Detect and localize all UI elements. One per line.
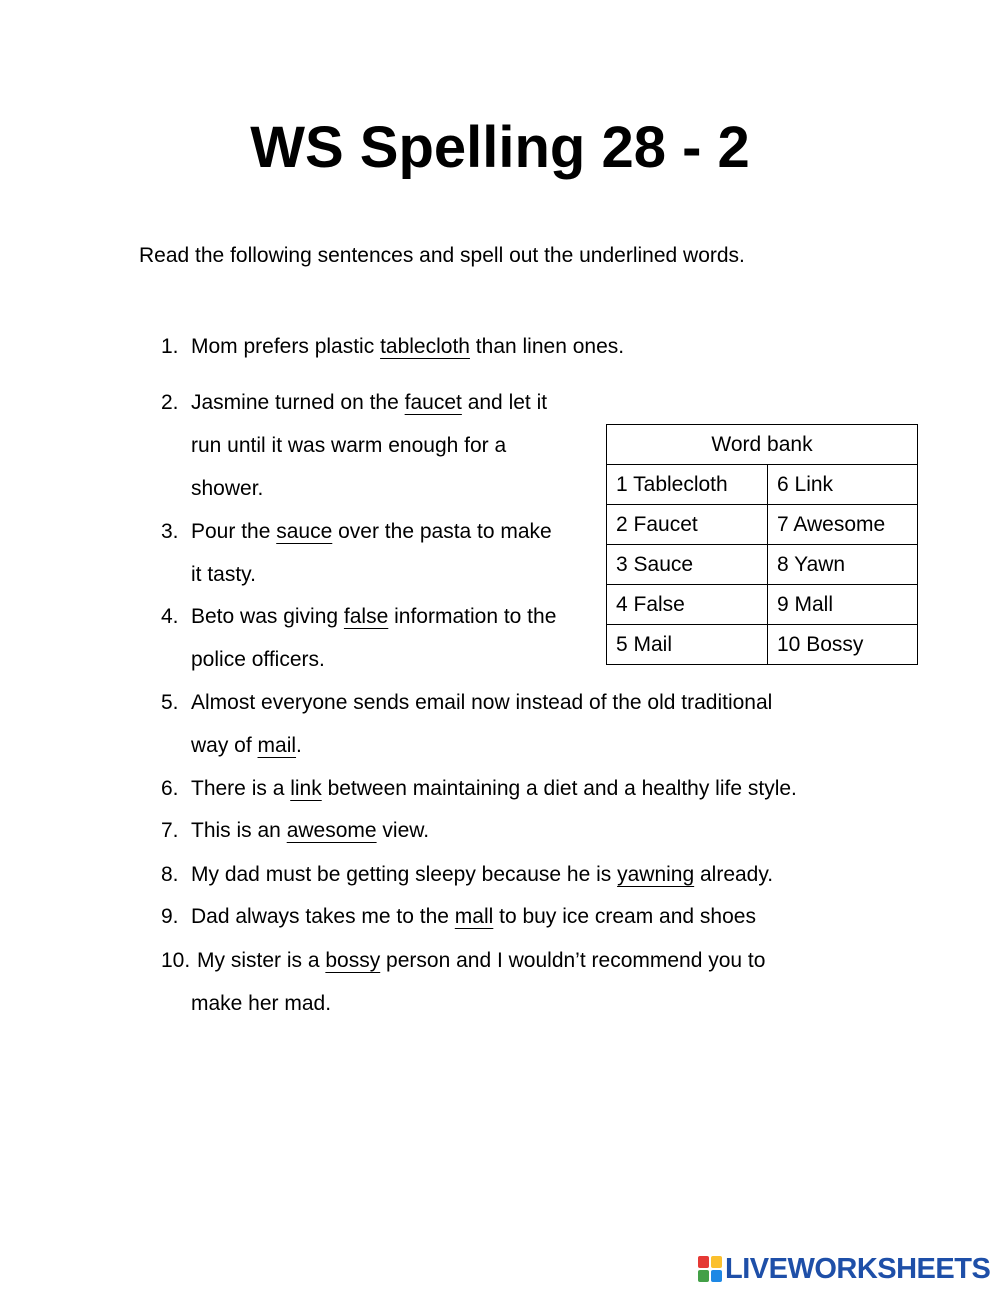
liveworksheets-logo[interactable] xyxy=(698,1252,991,1285)
page-title: WS Spelling 28 - 2 xyxy=(250,115,750,180)
logo-block xyxy=(698,1270,709,1282)
sentence-text-after: person and I wouldn’t recommend you to xyxy=(380,949,766,972)
sentence-number: 2. xyxy=(161,391,179,414)
underlined-word: awesome xyxy=(286,819,377,842)
underlined-word: link xyxy=(290,777,322,800)
word-bank-cell: 7 Awesome xyxy=(768,505,918,545)
sentence-text-before: This is an xyxy=(191,819,287,842)
sentence-number: 4. xyxy=(161,605,179,628)
word-bank-cell: 1 Tablecloth xyxy=(607,465,768,505)
underlined-word: yawning xyxy=(617,863,695,886)
logo-block xyxy=(711,1270,722,1282)
sentence-text-after: and let it xyxy=(461,391,548,414)
sentence-text-after: . xyxy=(296,734,302,757)
word-bank-cell: 6 Link xyxy=(768,465,918,505)
sentence-text xyxy=(191,332,624,362)
instructions: Read the following sentences and spell out the underlined words. xyxy=(139,244,745,267)
sentence-text: shower. xyxy=(191,477,264,500)
word-bank-table xyxy=(606,424,918,665)
sentence-text: it tasty. xyxy=(191,563,256,586)
sentence-text: Almost everyone sends email now instead of the old traditional xyxy=(191,691,773,714)
logo-block xyxy=(698,1256,709,1268)
sentence-text-before: Beto was giving xyxy=(191,605,344,628)
sentence-text-after: view. xyxy=(376,819,430,842)
sentence-text xyxy=(191,902,756,932)
sentence-text xyxy=(197,946,765,976)
underlined-word: faucet xyxy=(404,391,462,414)
sentence-number: 6. xyxy=(161,777,179,800)
sentence-text-before: Mom prefers plastic xyxy=(191,335,381,358)
logo-text: LIVEWORKSHEETS xyxy=(725,1252,991,1285)
sentence-text xyxy=(191,602,556,632)
sentence-number: 1. xyxy=(161,335,179,358)
word-bank-cell: 9 Mall xyxy=(768,585,918,625)
underlined-word: sauce xyxy=(276,520,333,543)
sentence-text: run until it was warm enough for a xyxy=(191,434,507,457)
sentence-text xyxy=(191,816,429,846)
sentence-text xyxy=(191,517,552,547)
sentence-number: 5. xyxy=(161,691,179,714)
word-bank-cell: 5 Mail xyxy=(607,625,768,665)
sentence-text-after: than linen ones. xyxy=(469,335,625,358)
sentence-number: 8. xyxy=(161,863,179,886)
sentence-text: police officers. xyxy=(191,648,325,671)
sentence-number: 3. xyxy=(161,520,179,543)
word-bank-header: Word bank xyxy=(607,425,918,465)
sentence-text xyxy=(191,860,773,890)
sentence-text-before: There is a xyxy=(191,777,291,800)
sentence-text-after: information to the xyxy=(388,605,557,628)
sentence-text xyxy=(191,388,547,418)
underlined-word: false xyxy=(343,605,389,628)
underlined-word: mail xyxy=(257,734,297,757)
sentence-text-after: already. xyxy=(694,863,774,886)
sentence-text: make her mad. xyxy=(191,992,332,1015)
sentence-text-before: Jasmine turned on the xyxy=(191,391,405,414)
sentence-text-before: way of xyxy=(191,734,258,757)
word-bank-cell: 10 Bossy xyxy=(768,625,918,665)
sentence-number: 9. xyxy=(161,905,179,928)
word-bank-cell: 8 Yawn xyxy=(768,545,918,585)
sentence-text xyxy=(191,774,797,804)
sentence-text-before: Dad always takes me to the xyxy=(191,905,455,928)
sentence-text-before: My dad must be getting sleepy because he is xyxy=(191,863,618,886)
sentence-number: 7. xyxy=(161,819,179,842)
word-bank-cell: 3 Sauce xyxy=(607,545,768,585)
word-bank-cell: 2 Faucet xyxy=(607,505,768,545)
sentence-text-before: My sister is a xyxy=(197,949,326,972)
sentence-text-before: Pour the xyxy=(191,520,277,543)
underlined-word: bossy xyxy=(325,949,381,972)
sentence-number: 10. xyxy=(161,949,191,972)
sentence-text-after: to buy ice cream and shoes xyxy=(493,905,756,928)
sentence-text xyxy=(191,731,302,761)
logo-blocks-icon xyxy=(698,1256,722,1282)
word-bank-cell: 4 False xyxy=(607,585,768,625)
underlined-word: mall xyxy=(454,905,494,928)
logo-block xyxy=(711,1256,722,1268)
underlined-word: tablecloth xyxy=(380,335,470,358)
sentence-text-after: over the pasta to make xyxy=(332,520,552,543)
sentence-text-after: between maintaining a diet and a healthy life style. xyxy=(321,777,797,800)
